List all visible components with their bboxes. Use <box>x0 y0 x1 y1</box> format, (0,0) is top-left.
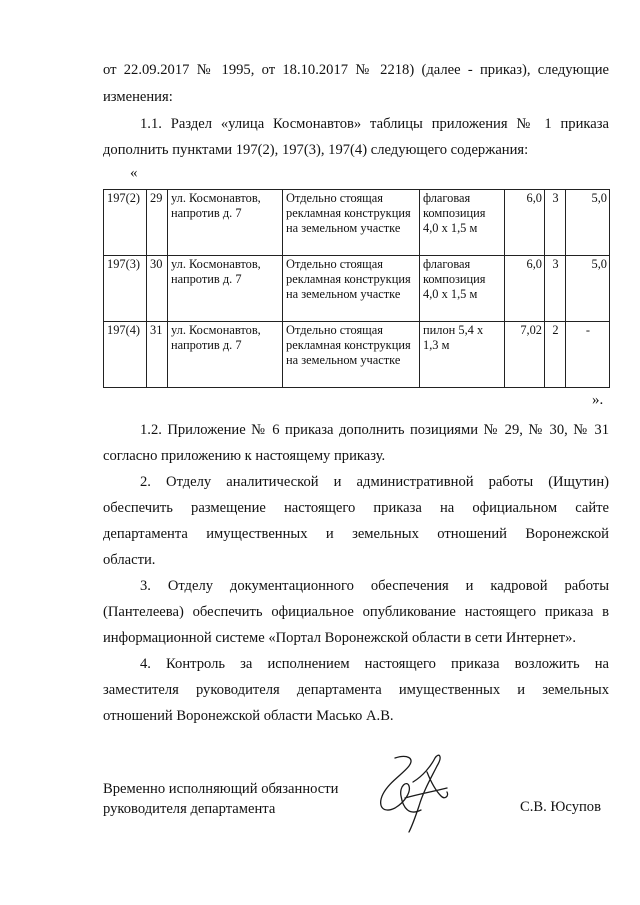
type-line: рекламная конструкция <box>286 206 411 220</box>
table-row <box>104 322 610 388</box>
item-4-line-1: 4. Контроль за исполнением настоящего приказа возложить на <box>140 656 609 672</box>
kind-line: 4,0 х 1,5 м <box>423 221 478 235</box>
item-4-line-2: заместителя руководителя департамента имущественных и земельных <box>103 682 609 698</box>
area-cell: 6,0 <box>505 256 545 322</box>
kind-line: 1,3 м <box>423 338 450 352</box>
table-row <box>104 190 610 256</box>
term-cell: 5,0 <box>566 256 610 322</box>
position-number: 30 <box>147 256 168 322</box>
item-3-line-3: информационной системе «Портал Воронежской области в сети Интернет». <box>103 630 577 646</box>
row-number: 197(4) <box>104 322 147 388</box>
item-4-line-3: отношений Воронежской области Масько А.В. <box>103 708 394 724</box>
address-line: напротив д. 7 <box>171 206 242 220</box>
construction-type-cell <box>283 190 420 256</box>
address-line: напротив д. 7 <box>171 338 242 352</box>
count-cell: 3 <box>545 190 566 256</box>
area-cell: 7,02 <box>505 322 545 388</box>
type-line: на земельном участке <box>286 221 401 235</box>
kind-line: флаговая <box>423 191 471 205</box>
address-line: ул. Космонавтов, <box>171 323 261 337</box>
advertising-table <box>103 189 610 388</box>
kind-line: флаговая <box>423 257 471 271</box>
item-2-line-3: департамента имущественных и земельных отношений Воронежской <box>103 526 609 542</box>
item-1-1-line-1: 1.1. Раздел «улица Космонавтов» таблицы приложения № 1 приказа <box>140 116 609 132</box>
row-number: 197(2) <box>104 190 147 256</box>
area-cell: 6,0 <box>505 190 545 256</box>
signatory-position-line-2: руководителя департамента <box>103 801 276 817</box>
term-cell: 5,0 <box>566 190 610 256</box>
address-cell <box>168 190 283 256</box>
address-line: ул. Космонавтов, <box>171 191 261 205</box>
address-line: ул. Космонавтов, <box>171 257 261 271</box>
address-cell <box>168 256 283 322</box>
type-line: рекламная конструкция <box>286 338 411 352</box>
construction-kind-cell <box>420 322 505 388</box>
item-3-line-1: 3. Отделу документационного обеспечения и кадровой работы <box>140 578 609 594</box>
type-line: рекламная конструкция <box>286 272 411 286</box>
address-cell <box>168 322 283 388</box>
handwritten-signature <box>365 752 457 834</box>
item-3-line-2: (Пантелеева) обеспечить официальное опубликование настоящего приказа в <box>103 604 609 620</box>
signatory-position-line-1: Временно исполняющий обязанности <box>103 781 339 797</box>
type-line: Отдельно стоящая <box>286 191 383 205</box>
address-line: напротив д. 7 <box>171 272 242 286</box>
kind-line: композиция <box>423 272 486 286</box>
position-number: 31 <box>147 322 168 388</box>
construction-kind-cell <box>420 190 505 256</box>
table-row <box>104 256 610 322</box>
kind-line: пилон 5,4 х <box>423 323 484 337</box>
position-number: 29 <box>147 190 168 256</box>
type-line: на земельном участке <box>286 287 401 301</box>
type-line: Отдельно стоящая <box>286 257 383 271</box>
intro-line-1: от 22.09.2017 № 1995, от 18.10.2017 № 2218) (далее - приказ), следующие <box>103 62 609 78</box>
term-cell: - <box>566 322 610 388</box>
item-2-line-4: области. <box>103 552 156 568</box>
intro-line-2: изменения: <box>103 89 173 105</box>
item-1-1-line-2: дополнить пунктами 197(2), 197(3), 197(4) следующего содержания: <box>103 142 529 158</box>
opening-quote: « <box>130 165 138 181</box>
item-2-line-2: обеспечить размещение настоящего приказа на официальном сайте <box>103 500 609 516</box>
row-number: 197(3) <box>104 256 147 322</box>
closing-quote: ». <box>592 392 604 408</box>
signatory-name: С.В. Юсупов <box>520 799 601 815</box>
construction-type-cell <box>283 256 420 322</box>
count-cell: 2 <box>545 322 566 388</box>
kind-line: композиция <box>423 206 486 220</box>
construction-kind-cell <box>420 256 505 322</box>
item-1-2-line-2: согласно приложению к настоящему приказу. <box>103 448 386 464</box>
type-line: Отдельно стоящая <box>286 323 383 337</box>
item-2-line-1: 2. Отделу аналитической и административной работы (Ищутин) <box>140 474 609 490</box>
item-1-2-line-1: 1.2. Приложение № 6 приказа дополнить позициями № 29, № 30, № 31 <box>140 422 609 438</box>
kind-line: 4,0 х 1,5 м <box>423 287 478 301</box>
type-line: на земельном участке <box>286 353 401 367</box>
count-cell: 3 <box>545 256 566 322</box>
construction-type-cell <box>283 322 420 388</box>
